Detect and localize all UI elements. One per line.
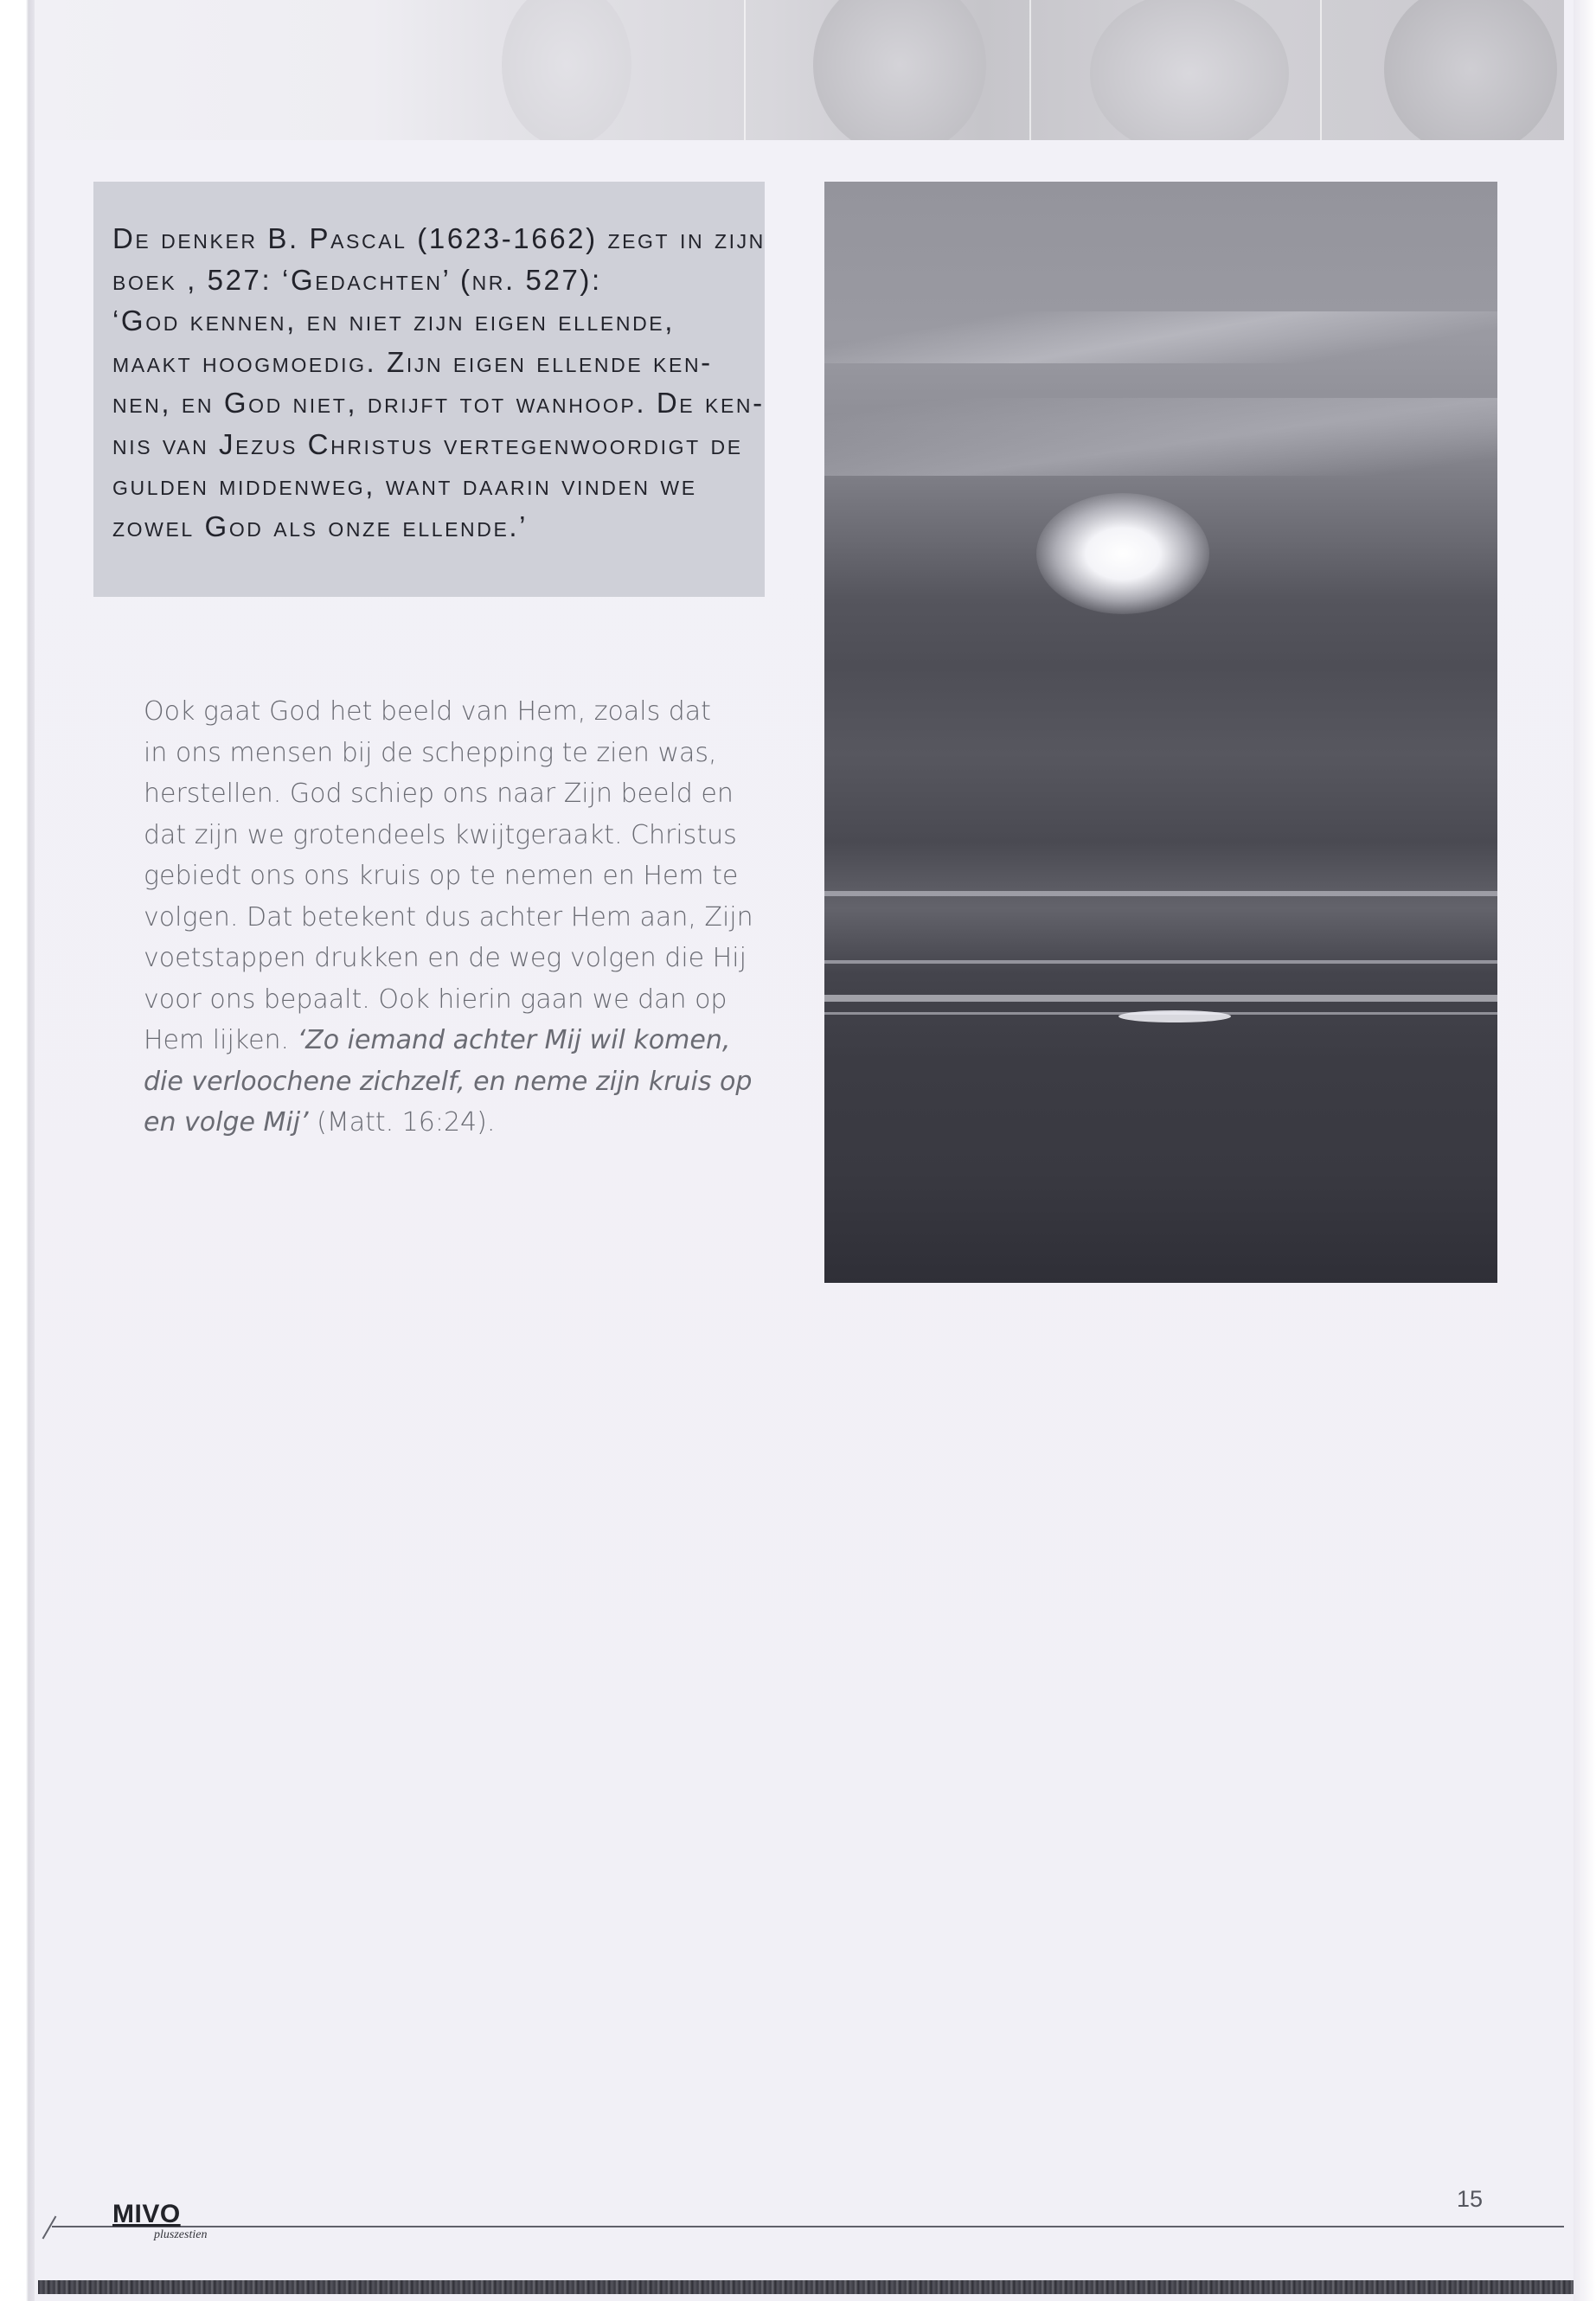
header-photo-face-1 [502, 0, 631, 140]
page-bottom-edge [38, 2280, 1574, 2294]
mivo-subtitle: pluszestien [154, 2228, 208, 2241]
photo-divider [1320, 0, 1322, 140]
header-photo-face-3 [1090, 0, 1289, 140]
body-line: gebiedt ons ons kruis op te nemen en Hem te [144, 861, 739, 891]
pascal-quote-box [93, 182, 765, 597]
quote-line: nis van Jezus Christus vertegenwoordigt de [112, 427, 743, 460]
body-line: in ons mensen bij de schepping te zien was, [144, 737, 717, 768]
footer-rule [52, 2226, 1564, 2227]
quote-line: gulden middenweg, want daarin vinden we [112, 469, 697, 501]
body-line: dat zijn we grotendeels kwijtgeraakt. Christus [144, 819, 737, 850]
quote-line: nen, en God niet, drijft tot wanhoop. De ken- [112, 387, 765, 419]
body-line: Ook gaat God het beeld van Hem, zoals dat [144, 696, 711, 727]
body-line: herstellen. God schiep ons naar Zijn beeld en [144, 779, 734, 809]
body-line [144, 1020, 766, 1061]
quote-line: De denker B. Pascal (1623-1662) zegt in zijn [112, 222, 766, 254]
quote-line: zowel God als onze ellende.’ [112, 510, 529, 542]
page-number: 15 [1457, 2186, 1484, 2212]
footer-rule-accent [42, 2216, 57, 2240]
bible-quote-text: ‘Zo iemand achter Mij wil komen, [297, 1025, 731, 1055]
page-left-edge [0, 0, 35, 2301]
photo-divider [1029, 0, 1031, 140]
body-text-plain: Hem lijken. [144, 1025, 298, 1055]
water-reflection [824, 960, 1497, 964]
photo-divider [744, 0, 746, 140]
body-line [144, 1102, 766, 1144]
water-glint [1118, 1010, 1231, 1022]
cloud-streak [824, 398, 1497, 476]
bible-reference: (Matt. 16:24). [308, 1107, 496, 1138]
sun-glow [1036, 493, 1209, 614]
quote-line: ‘God kennen, en niet zijn eigen ellende, [112, 304, 675, 336]
body-paragraph [144, 691, 766, 1144]
header-photo-face-4 [1384, 0, 1557, 140]
cloud-streak [824, 311, 1497, 363]
page-right-edge [1574, 0, 1596, 2301]
sunset-sea-photo [824, 182, 1497, 1283]
body-line: voor ons bepaalt. Ook hierin gaan we dan op [144, 984, 727, 1015]
water-reflection [824, 995, 1497, 1002]
mivo-logo: MIVO [112, 2200, 181, 2228]
quote-line: boek , 527: ‘Gedachten’ (nr. 527): [112, 263, 602, 296]
quote-line: maakt hoogmoedig. Zijn eigen ellende ken- [112, 345, 713, 378]
body-line: voetstappen drukken en de weg volgen die Hij [144, 943, 747, 973]
header-photo-strip [35, 0, 1564, 140]
bible-quote-text: en volge Mij’ [144, 1107, 309, 1138]
header-photo-face-2 [813, 0, 986, 140]
bible-quote-text: die verloochene zichzelf, en neme zijn kruis op [144, 1066, 753, 1097]
water-reflection [824, 891, 1497, 896]
body-line: volgen. Dat betekent dus achter Hem aan, Zijn [144, 901, 753, 933]
